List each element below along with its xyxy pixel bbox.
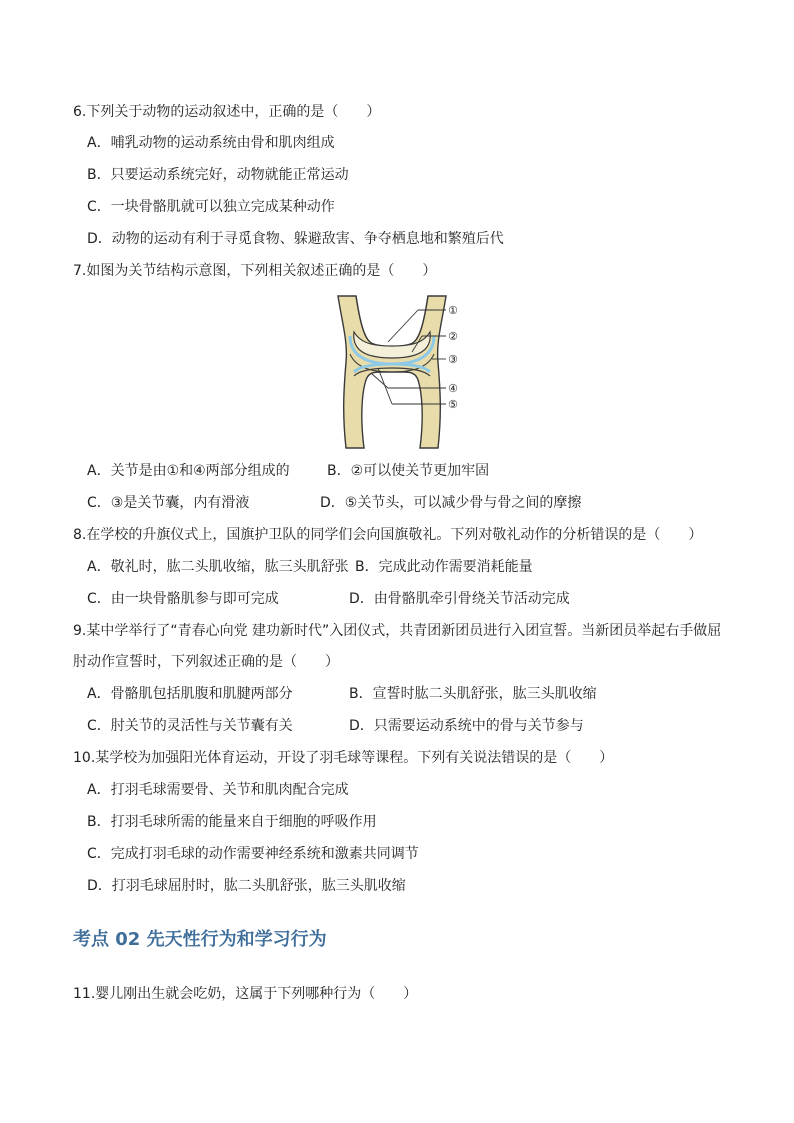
q8-option-d: D．由骨骼肌牵引骨绕关节活动完成 <box>349 591 570 607</box>
q9-option-c: C．肘关节的灵活性与关节囊有关 <box>87 718 293 734</box>
q10-stem: 10.某学校为加强阳光体育运动，开设了羽毛球等课程。下列有关说法错误的是（ ） <box>73 750 614 766</box>
q8-stem: 8.在学校的升旗仪式上，国旗护卫队的同学们会向国旗敬礼。下列对敬礼动作的分析错误的是（ ） <box>73 527 703 543</box>
q7-option-a: A．关节是由①和④两部分组成的 <box>87 463 290 479</box>
q8-option-a: A．敬礼时，肱二头肌收缩，肱三头肌舒张 <box>87 559 349 575</box>
q10-option-d: D．打羽毛球屈肘时，肱二头肌舒张，肱三头肌收缩 <box>87 878 406 894</box>
figure-label-4: ④ <box>448 382 458 395</box>
section-heading: 考点 02 先天性行为和学习行为 <box>73 929 327 950</box>
q6-option-c: C．一块骨骼肌就可以独立完成某种动作 <box>87 199 335 215</box>
q7-option-d: D．⑤关节头，可以减少骨与骨之间的摩擦 <box>320 495 582 511</box>
joint-structure-diagram <box>320 292 470 450</box>
q8-option-c: C．由一块骨骼肌参与即可完成 <box>87 591 279 607</box>
figure-label-2: ② <box>448 330 458 343</box>
figure-label-5: ⑤ <box>448 398 458 411</box>
q9-stem-line2: 肘动作宣誓时，下列叙述正确的是（ ） <box>73 654 339 670</box>
q10-option-c: C．完成打羽毛球的动作需要神经系统和激素共同调节 <box>87 846 419 862</box>
q10-option-a: A．打羽毛球需要骨、关节和肌肉配合完成 <box>87 782 349 798</box>
q10-option-b: B．打羽毛球所需的能量来自于细胞的呼吸作用 <box>87 814 377 830</box>
q9-option-a: A．骨骼肌包括肌腹和肌腱两部分 <box>87 686 293 702</box>
q7-option-c: C．③是关节囊，内有滑液 <box>87 495 250 511</box>
q6-option-b: B．只要运动系统完好，动物就能正常运动 <box>87 167 349 183</box>
q7-stem: 7.如图为关节结构示意图，下列相关叙述正确的是（ ） <box>73 263 437 279</box>
q7-option-b: B．②可以使关节更加牢固 <box>327 463 490 479</box>
q9-option-d: D．只需要运动系统中的骨与关节参与 <box>349 718 584 734</box>
q8-option-b: B．完成此动作需要消耗能量 <box>355 559 533 575</box>
q9-stem-line1: 9.某中学举行了“青春心向党 建功新时代”入团仪式，共青团新团员进行入团宣誓。当新团员举起右手做屈 <box>73 623 722 639</box>
q9-option-b: B．宣誓时肱二头肌舒张，肱三头肌收缩 <box>349 686 597 702</box>
q6-option-d: D．动物的运动有利于寻觅食物、躲避敌害、争夺栖息地和繁殖后代 <box>87 231 504 247</box>
q6-stem: 6.下列关于动物的运动叙述中，正确的是（ ） <box>73 104 381 120</box>
figure-label-3: ③ <box>448 353 458 366</box>
q11-stem: 11.婴儿刚出生就会吃奶，这属于下列哪种行为（ ） <box>73 986 418 1002</box>
q6-option-a: A．哺乳动物的运动系统由骨和肌肉组成 <box>87 135 335 151</box>
figure-label-1: ① <box>448 304 458 317</box>
